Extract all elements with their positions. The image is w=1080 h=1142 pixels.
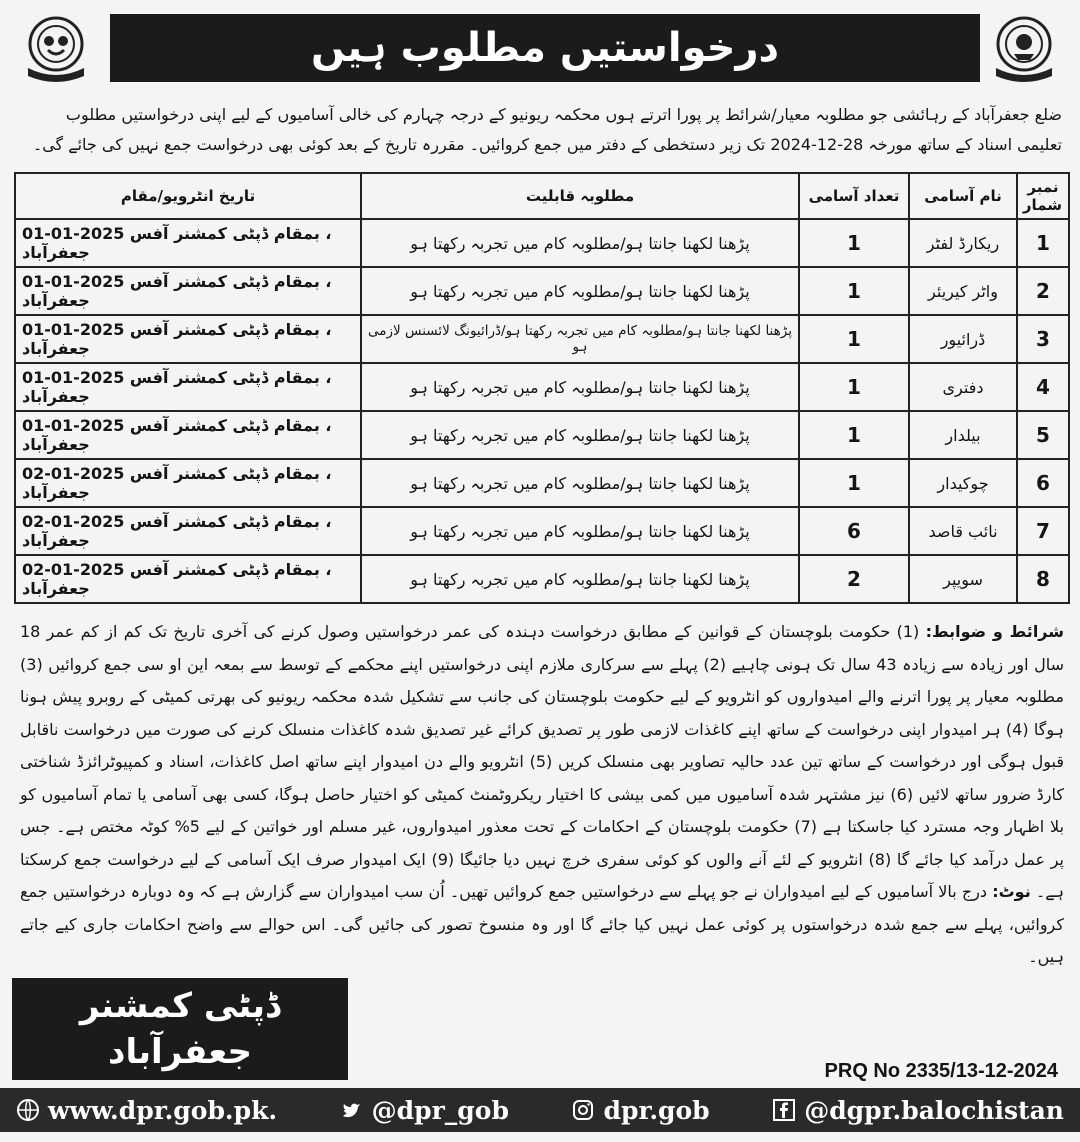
count-cell: 1 <box>799 411 909 459</box>
website-text: www.dpr.gob.pk. <box>48 1095 278 1125</box>
interview-cell <box>15 555 361 603</box>
note-label: نوٹ: <box>992 882 1031 901</box>
serial-cell: 3 <box>1017 315 1069 363</box>
interview-cell <box>15 459 361 507</box>
interview-place: ، بمقام ڈپٹی کمشنر آفس جعفرآباد <box>22 512 332 550</box>
vacancies-table <box>14 172 1070 604</box>
serial-cell: 5 <box>1017 411 1069 459</box>
interview-cell <box>15 219 361 267</box>
interview-date: 02-01-2025 <box>22 464 125 483</box>
facebook-handle: @dgpr.balochistan <box>804 1095 1064 1125</box>
count-cell: 1 <box>799 267 909 315</box>
header-interview: تاریخ انٹرویو/مقام <box>15 173 361 219</box>
terms-body: (1) حکومت بلوچستان کے قوانین کے مطابق درخواست دہندہ کی عمر درخواستیں وصول کرنے کی آخری تاریخ تک کم از کم عمر 18 سال اور زیادہ سے زیادہ 43 سال تک ہونی چاہیے (2) پہلے سے سرکاری ملازم اپنی درخواستیں اپنے محکمے کے توسط سے بمعہ این او سی جمع کروائیں (3) مطلوبہ معیار پر پورا اترنے والے امیدواروں کو انٹرویو کے لیے حکومت بلوچستان کی جانب سے تشکیل شدہ محکمہ ریونیو کی بھرتی کمیٹی کے روبرو پیش ہونا ہوگا (4) ہر امیدوار اپنی درخواست کے ساتھ اپنے کاغذات لازمی طور پر تصدیق کرائے غیر تصدیق شدہ کاغذات منسلک کرنے کی صورت میں درخواست ناقابل قبول ہوگی اور درخواست کے ساتھ تین عدد حالیہ تصاویر بھی منسلک کریں (5) انٹرویو والے دن امیدوار اپنے ساتھ اصل کاغذات، اسناد و کمپیوٹرائزڈ شناختی کارڈ ضرور ساتھ لائیں (6) نیز مشتہر شدہ آسامیوں میں کمی بیشی کا اختیار ریکروٹمنٹ کمیٹی کو اختیار حاصل ہوگا، کسی بھی آسامی یا تمام آسامیوں کو بلا اظہار وجہ مسترد کیا جاسکتا ہے (7) حکومت بلوچستان کے احکامات کے تحت معذور امیدواروں، غیر مسلم اور خواتین کے لیے 5% کوٹہ مختص ہے۔ جس پر عمل درآمد کیا جائے گا (8) انٹرویو کے لئے آنے والوں کو کوئی سفری خرچ نہیں دیا جائیگا (9) ایک امیدوار صرف ایک آسامی کے لیے درخواست جمع کرسکتا ہے۔ <box>20 622 1065 901</box>
signature-block <box>12 978 348 1080</box>
interview-cell <box>15 411 361 459</box>
table-row <box>15 267 1069 315</box>
twitter-handle: @dpr_gob <box>371 1095 509 1125</box>
interview-cell <box>15 315 361 363</box>
globe-icon <box>16 1098 40 1122</box>
interview-place: ، بمقام ڈپٹی کمشنر آفس جعفرآباد <box>22 560 332 598</box>
government-emblem-logo <box>22 12 90 84</box>
facebook-icon <box>772 1098 796 1122</box>
header <box>0 0 1080 95</box>
serial-cell: 4 <box>1017 363 1069 411</box>
header-serial: نمبر شمار <box>1017 173 1069 219</box>
interview-place: ، بمقام ڈپٹی کمشنر آفس جعفرآباد <box>22 272 332 310</box>
table-row <box>15 555 1069 603</box>
interview-cell <box>15 363 361 411</box>
interview-place: ، بمقام ڈپٹی کمشنر آفس جعفرآباد <box>22 224 332 262</box>
government-emblem-logo <box>990 12 1058 84</box>
intro-paragraph: ضلع جعفرآباد کے رہائشی جو مطلوبہ معیار/شرائط پر پورا اترتے ہوں محکمہ ریونیو کے درجہ چہارم کی خالی آسامیوں کے لیے اپنی درخواستیں مطلوب تعلیمی اسناد کے ساتھ مورخہ 28-12-2024 تک زیر دستخطی کے دفتر میں جمع کروائیں۔ مقررہ تاریخ کے بعد کوئی بھی درخواست جمع نہیں کی جائے گی۔ <box>32 105 1062 154</box>
serial-cell: 6 <box>1017 459 1069 507</box>
interview-place: ، بمقام ڈپٹی کمشنر آفس جعفرآباد <box>22 464 332 502</box>
qualification-cell: پڑھنا لکھنا جانتا ہو/مطلوبہ کام میں تجربہ رکھتا ہو <box>361 411 799 459</box>
count-cell: 1 <box>799 363 909 411</box>
interview-date: 01-01-2025 <box>22 416 125 435</box>
serial-cell: 1 <box>1017 219 1069 267</box>
qualification-cell: پڑھنا لکھنا جانتا ہو/مطلوبہ کام میں تجربہ رکھتا ہو <box>361 219 799 267</box>
post-cell: ڈرائیور <box>909 315 1017 363</box>
table-row <box>15 459 1069 507</box>
table-row <box>15 219 1069 267</box>
count-cell: 1 <box>799 219 909 267</box>
qualification-cell: پڑھنا لکھنا جانتا ہو/مطلوبہ کام میں تجربہ رکھتا ہو <box>361 555 799 603</box>
post-cell: نائب قاصد <box>909 507 1017 555</box>
page-title: درخواستیں مطلوب ہیں <box>110 14 980 82</box>
twitter-icon <box>340 1098 364 1122</box>
interview-place: ، بمقام ڈپٹی کمشنر آفس جعفرآباد <box>22 368 332 406</box>
count-cell: 1 <box>799 315 909 363</box>
count-cell: 6 <box>799 507 909 555</box>
interview-date: 01-01-2025 <box>22 272 125 291</box>
terms-and-conditions <box>20 616 1064 974</box>
count-cell: 1 <box>799 459 909 507</box>
instagram-icon <box>571 1098 595 1122</box>
table-header-row <box>15 173 1069 219</box>
signatory-district: جعفرآباد <box>108 1032 252 1072</box>
website-link[interactable] <box>16 1096 277 1125</box>
instagram-link[interactable] <box>571 1096 709 1125</box>
header-post: نام آسامی <box>909 173 1017 219</box>
post-cell: واٹر کیریئر <box>909 267 1017 315</box>
count-cell: 2 <box>799 555 909 603</box>
interview-date: 02-01-2025 <box>22 512 125 531</box>
interview-date: 01-01-2025 <box>22 320 125 339</box>
interview-place: ، بمقام ڈپٹی کمشنر آفس جعفرآباد <box>22 416 332 454</box>
footer-social-bar <box>0 1088 1080 1132</box>
twitter-link[interactable] <box>340 1096 509 1125</box>
qualification-cell: پڑھنا لکھنا جانتا ہو/مطلوبہ کام میں تجربہ رکھتا ہو <box>361 507 799 555</box>
post-cell: ریکارڈ لفٹر <box>909 219 1017 267</box>
table-row <box>15 507 1069 555</box>
qualification-cell: پڑھنا لکھنا جانتا ہو/مطلوبہ کام میں تجربہ رکھتا ہو <box>361 267 799 315</box>
signatory-title: ڈپٹی کمشنر <box>79 986 281 1026</box>
qualification-cell: پڑھنا لکھنا جانتا ہو/مطلوبہ کام میں تجربہ رکھتا ہو <box>361 363 799 411</box>
header-qualification: مطلوبہ قابلیت <box>361 173 799 219</box>
prq-number: PRQ No 2335/13-12-2024 <box>824 1060 1058 1082</box>
interview-cell <box>15 507 361 555</box>
table-row <box>15 315 1069 363</box>
post-cell: سویپر <box>909 555 1017 603</box>
serial-cell: 2 <box>1017 267 1069 315</box>
qualification-cell: پڑھنا لکھنا جانتا ہو/مطلوبہ کام میں تجربہ رکھتا ہو <box>361 459 799 507</box>
post-cell: دفتری <box>909 363 1017 411</box>
header-count: تعداد آسامی <box>799 173 909 219</box>
instagram-handle: dpr.gob <box>603 1095 710 1125</box>
facebook-link[interactable] <box>772 1096 1064 1125</box>
interview-date: 01-01-2025 <box>22 224 125 243</box>
post-cell: چوکیدار <box>909 459 1017 507</box>
interview-place: ، بمقام ڈپٹی کمشنر آفس جعفرآباد <box>22 320 332 358</box>
interview-cell <box>15 267 361 315</box>
terms-heading: شرائط و ضوابط: <box>925 622 1064 641</box>
qualification-cell: پڑھنا لکھنا جانتا ہو/مطلوبہ کام میں تجربہ رکھتا ہو/ڈرائیونگ لائسنس لازمی ہو <box>361 315 799 363</box>
note-text: درج بالا آسامیوں کے لیے امیدواران نے جو پہلے سے درخواستیں جمع کروائیں تھیں۔ اُن سب امیدواران سے گزارش ہے کہ وہ دوبارہ درخواستیں جمع کروائیں، پہلے سے جمع شدہ درخواستوں پر کوئی عمل نہیں کیا جائے گا اور وہ منسوخ تصور کی جائیں گی۔ اس حوالے سے واضح احکامات جاری کیے جاتے ہیں۔ <box>20 882 1065 966</box>
interview-date: 02-01-2025 <box>22 560 125 579</box>
post-cell: بیلدار <box>909 411 1017 459</box>
table-row <box>15 363 1069 411</box>
table-row <box>15 411 1069 459</box>
serial-cell: 8 <box>1017 555 1069 603</box>
serial-cell: 7 <box>1017 507 1069 555</box>
interview-date: 01-01-2025 <box>22 368 125 387</box>
